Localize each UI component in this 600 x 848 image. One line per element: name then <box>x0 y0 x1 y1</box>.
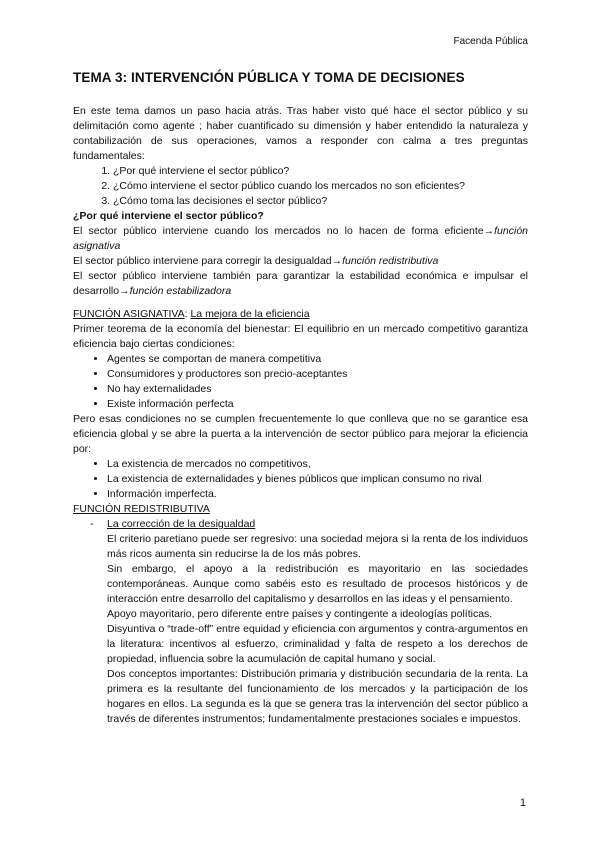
list-item: • No hay externalidades <box>107 382 528 397</box>
asignativa-heading: FUNCIÓN ASIGNATIVA: La mejora de la eficiencia <box>73 308 310 320</box>
redistributiva-paragraph: El criterio paretiano puede ser regresivo: una sociedad mejora si la renta de los individuos más ricos aumenta sin reducirse la de los más pobres. <box>107 533 528 560</box>
why-paragraph: El sector público interviene cuando los mercados no lo hacen de forma eficiente→función asignativa <box>73 225 528 252</box>
list-item: • La existencia de mercados no competitivos, <box>107 457 528 472</box>
conditions-list <box>73 352 528 412</box>
list-item: 3. ¿Cómo toma las decisiones el sector público? <box>113 194 528 209</box>
why-heading: ¿Por qué interviene el sector público? <box>73 210 264 222</box>
redistributiva-heading: FUNCIÓN REDISTRIBUTIVA <box>73 503 210 515</box>
list-item: 2. ¿Cómo interviene el sector público cuando los mercados no son eficientes? <box>113 179 528 194</box>
list-item: • Información imperfecta. <box>107 487 528 502</box>
list-item: 1. ¿Por qué interviene el sector público? <box>113 164 528 179</box>
page-number: 1 <box>519 797 526 809</box>
intro-paragraph: En este tema damos un paso hacia atrás. Tras haber visto qué hace el sector público y su delimitación como agente ; haber cuantificado su dimensión y haber entendido la naturaleza y contabilización de sus operaciones, vamos a responder con calma a tres preguntas fundamentales: <box>73 105 528 162</box>
running-header: Facenda Pública <box>453 36 528 47</box>
why-paragraph: El sector público interviene también para garantizar la estabilidad económica e impulsar el desarrollo→función estabilizadora <box>73 270 528 297</box>
list-item: • La existencia de externalidades y bienes públicos que implican consumo no rival <box>107 472 528 487</box>
but-paragraph: Pero esas condiciones no se cumplen frecuentemente lo que conlleva que no se garantice esa eficiencia global y se abre la puerta a la intervención de sector público para mejorar la eficiencia por: <box>73 413 528 455</box>
list-item: • Agentes se comportan de manera competitiva <box>107 352 528 367</box>
redistributiva-paragraph: Sin embargo, el apoyo a la redistribución es mayoritario en las sociedades contemporáneas. Aunque como sabéis esto es resultado de procesos históricos y de interacción entre desarrollo del capitalismo y desarrollos en las ideas y el pensamiento. <box>107 563 528 605</box>
redistributiva-paragraph: Dos conceptos importantes: Distribución primaria y distribución secundaria de la renta. La primera es la resultante del funcionamiento de los mercados y la participación de los hogares en ellos. La segunda es la que se genera tras la intervención del sector público a través de diferentes instrumentos; fundamentalmente prestaciones sociales e impuestos. <box>107 668 528 725</box>
document-body <box>73 70 528 727</box>
theorem-paragraph: Primer teorema de la economía del bienestar: El equilibrio en un mercado competitivo garantiza eficiencia bajo ciertas condiciones: <box>73 323 528 350</box>
page-title: TEMA 3: INTERVENCIÓN PÚBLICA Y TOMA DE DECISIONES <box>73 70 465 85</box>
reasons-list <box>73 457 528 502</box>
list-item: • Existe información perfecta <box>107 397 528 412</box>
questions-list <box>73 164 528 209</box>
redistributiva-paragraph: Disyuntiva o “trade-off” entre equidad y eficiencia con argumentos y contra-argumentos en la literatura: incentivos al esfuerzo, criminalidad y falta de respeto a los derechos de propiedad, influencia sobre la acumulación de capital humano y social. <box>107 623 528 665</box>
redistributiva-subheading: - La corrección de la desigualdad <box>73 517 528 532</box>
list-item: • Consumidores y productores son precio-aceptantes <box>107 367 528 382</box>
redistributiva-paragraph: Apoyo mayoritario, pero diferente entre países y contingente a ideologías políticas. <box>107 608 493 620</box>
why-paragraph: El sector público interviene para corregir la desigualdad→función redistributiva <box>73 255 439 267</box>
